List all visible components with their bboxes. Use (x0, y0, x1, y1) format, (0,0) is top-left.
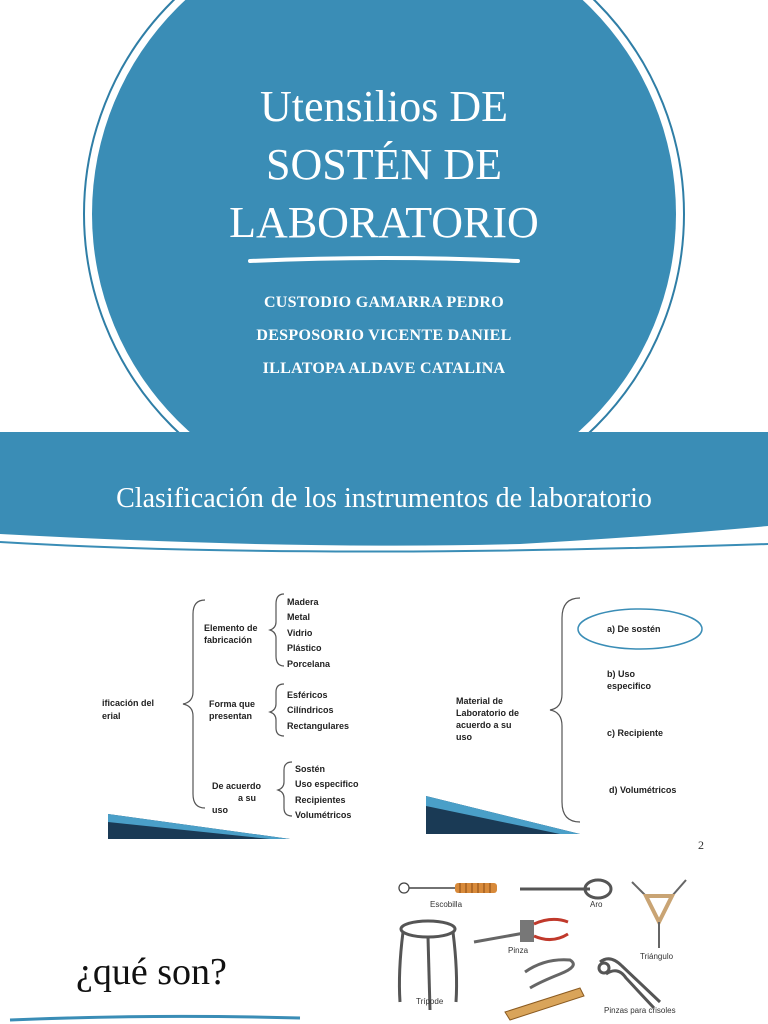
pinza-madera-icon (505, 960, 584, 1020)
page-number: 2 (698, 838, 704, 852)
author-3: ILLATOPA ALDAVE CATALINA (262, 360, 506, 377)
slide2-title: Clasificación de los instrumentos de laboratorio (116, 483, 652, 514)
slide3-bottom-line (10, 1016, 300, 1020)
label-triangulo: Triángulo (640, 952, 674, 961)
aro-icon (520, 880, 611, 898)
circle-fill (92, 0, 676, 506)
right-root-line-4: uso (456, 732, 473, 742)
pinzas-crisoles-icon (599, 959, 660, 1008)
category-recipiente: c) Recipiente (607, 728, 664, 738)
item-vidrio: Vidrio (287, 627, 313, 638)
title-line-1: Utensilios DE (259, 82, 509, 131)
label-tripode: Trípode (416, 997, 444, 1006)
branch-forma-line-2: presentan (209, 711, 253, 721)
label-pinza: Pinza (508, 946, 529, 955)
category-de-sosten: a) De sostén (607, 624, 661, 634)
category-volumetricos: d) Volumétricos (609, 785, 677, 795)
left-root-label (102, 697, 154, 723)
slide3-graphics (0, 862, 768, 1024)
pinza-icon (474, 919, 568, 942)
branch-uso-line-1: De acuerdo (212, 781, 262, 791)
item-volumetricos: Volumétricos (295, 810, 352, 821)
triangulo-icon (632, 880, 686, 948)
branch-uso-label (212, 780, 261, 816)
branch-forma-items (287, 688, 349, 734)
label-escobilla: Escobilla (430, 900, 463, 909)
item-madera: Madera (287, 597, 319, 607)
branch-forma-label (209, 698, 255, 722)
branch-uso-items (295, 762, 360, 824)
slide-title (0, 0, 768, 432)
author-1: CUSTODIO GAMARRA PEDRO (263, 294, 505, 311)
slide-que-son (0, 862, 768, 1024)
category-uso-especifico (607, 668, 651, 692)
right-root-line-1: Material de (456, 696, 504, 706)
branch-forma-line-1: Forma que (209, 699, 256, 709)
branch-uso-line-3: uso (212, 805, 229, 815)
branch-elemento-label (204, 622, 258, 646)
branch-elemento-line-2: fabricación (204, 635, 253, 645)
slide3-title: ¿qué son? (76, 951, 227, 993)
presentation-title (0, 78, 768, 252)
branch-elemento-line-1: Elemento de (204, 623, 258, 633)
branch-elemento-items (287, 595, 330, 672)
item-metal: Metal (287, 612, 311, 623)
item-cilindricos: Cilíndricos (287, 705, 334, 716)
category-uso-line-1: b) Uso (607, 669, 635, 679)
left-root-line-2: erial (102, 711, 121, 721)
branch-uso-line-2: a su (238, 793, 257, 803)
right-root-label (456, 695, 519, 743)
label-aro: Aro (590, 900, 603, 909)
category-uso-line-2: especifico (607, 681, 652, 691)
author-2: DESPOSORIO VICENTE DANIEL (256, 327, 512, 344)
item-esfericos: Esféricos (287, 690, 328, 700)
escobilla-icon (399, 883, 497, 893)
left-root-line-1: ificación del (102, 698, 155, 708)
right-diagram-brace (550, 598, 580, 822)
title-line-3: LABORATORIO (229, 198, 539, 247)
right-root-line-3: acuerdo a su (456, 720, 512, 730)
item-recipientes: Recipientes (295, 794, 346, 805)
label-pinzas-crisoles: Pinzas para crisoles (604, 1006, 676, 1015)
item-rectangulares: Rectangulares (287, 720, 350, 731)
item-sosten: Sostén (295, 764, 326, 774)
slide-classification (0, 432, 768, 852)
right-root-line-2: Laboratorio de (456, 708, 520, 718)
item-plastico: Plástico (287, 643, 322, 654)
title-line-2: SOSTÉN DE (266, 140, 502, 189)
item-uso-especifico: Uso especifico (295, 779, 359, 790)
item-porcelana: Porcelana (287, 658, 331, 669)
